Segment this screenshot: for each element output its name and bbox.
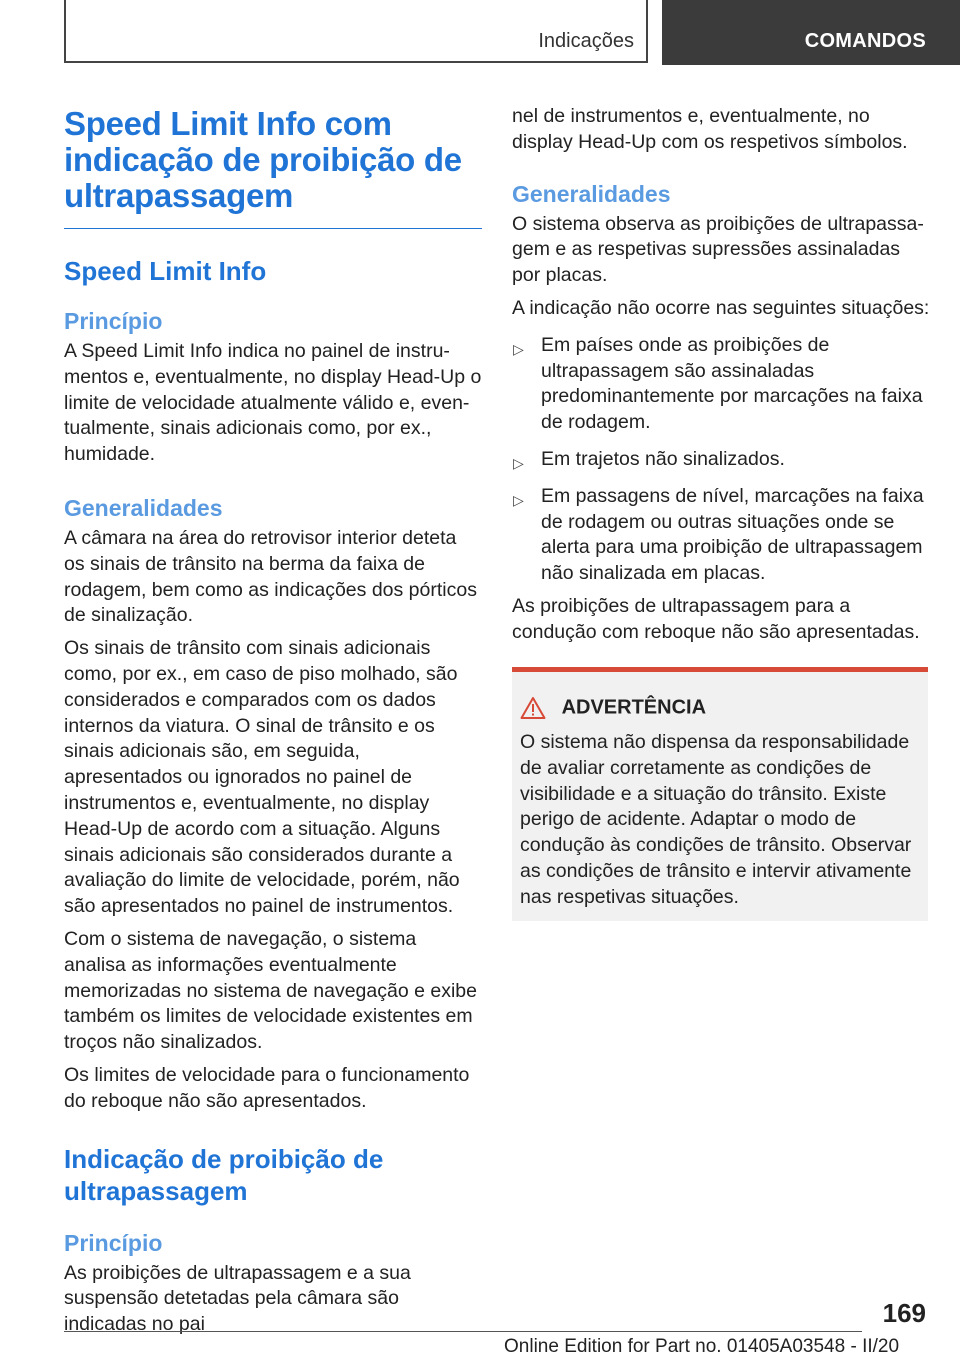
paragraph-generalidades-3: Com o sistema de navegação, o sistema analisa as informações eventualmente memorizadas no sistema de navegação e exibe também os limites de velocidade existentes em troços não sinalizados.: [64, 927, 477, 1054]
warning-label: ADVERTÊNCIA: [561, 696, 707, 719]
subheading-principio: Princípio: [64, 308, 163, 334]
list-item-text: Em países onde as proibições de ultrapassagem são assinaladas predominantemente por marcações na faixa de rodagem.: [541, 333, 923, 434]
paragraph-generalidades-c: As proibições de ultrapassagem para a condução com reboque não são apresentadas.: [512, 594, 920, 643]
page-title: Speed Limit Info com indicação de proibição de ultrapassagem: [64, 105, 462, 214]
paragraph-generalidades-2: Os sinais de trânsito com sinais adicionais como, por ex., em caso de piso molhado, são considerados e comparados com os dados internos da viatura. O sinal de trânsito e os sinais adicionais são, em seguida, apresentados ou ignorados no painel de instrumentos e, eventualmente, no display Head-Up de acordo com a situação. Alguns sinais adicionais são considerados durante a avaliação do limite de velocidade, porém, não são apresentados no painel de instrumentos.: [64, 637, 460, 918]
header-chapter-tab: [662, 0, 960, 65]
heading-speed-limit-info: Speed Limit Info: [64, 256, 267, 286]
subheading-generalidades: Generalidades: [64, 494, 223, 521]
subheading-principio-2: Princípio: [64, 1229, 163, 1256]
right-column: [512, 104, 930, 704]
paragraph-generalidades-4: Os limites de velocidade para o funcionamento do reboque não são apresentados.: [64, 1063, 470, 1112]
paragraph-principio: A Speed Limit Info indica no painel de instrumentos e, eventualmente, no display Head-Up o limite de velocidade atualmente válido e, eventualmente, sinais adicionais como, por ex., humidade.: [64, 340, 482, 466]
warning-triangle-icon: [520, 696, 546, 720]
footer-edition: Online Edition for Part no. 01405A03548 - II/20: [504, 1336, 900, 1357]
list-item: [512, 484, 930, 587]
list-item-text: Em trajetos não sinalizados.: [541, 447, 785, 470]
heading-indicacao-proibicao: Indicação de proibição de ultrapassagem: [64, 1143, 384, 1206]
list-item: [512, 333, 930, 436]
paragraph-continuation: nel de instrumentos e, eventualmente, no display Head-Up com os respetivos símbolos.: [512, 105, 908, 153]
list-item: [512, 447, 930, 473]
subheading-generalidades-2: Generalidades: [512, 180, 671, 207]
left-column: [64, 96, 482, 1338]
triangle-right-icon: ▷: [513, 454, 524, 471]
header-chapter-label: COMANDOS: [804, 30, 926, 52]
warning-box: [512, 667, 928, 921]
page-number: 169: [882, 1298, 926, 1328]
paragraph-principio-2: As proibições de ultrapassagem e a sua suspensão detetadas pela câmara são indicadas no pai: [64, 1261, 411, 1336]
list-item-text: Em passagens de nível, marcações na faixa de rodagem ou outras situações onde se alerta para uma proibição de ultrapassagem não sinalizada em placas.: [541, 484, 924, 585]
header-section-label: Indicações: [538, 30, 634, 52]
paragraph-generalidades-b: A indicação não ocorre nas seguintes situações:: [512, 296, 930, 319]
footer-divider: [64, 1331, 862, 1332]
paragraph-generalidades-a: O sistema observa as proibições de ultrapassagem e as respetivas supressões assinaladas por placas.: [512, 212, 924, 287]
warning-header: [520, 696, 706, 724]
paragraph-generalidades-1: A câmara na área do retrovisor interior deteta os sinais de trânsito na berma da faixa de rodagem, bem como as indicações dos pórticos de sinalização.: [64, 526, 477, 627]
triangle-right-icon: ▷: [513, 491, 524, 508]
situations-list: [512, 333, 930, 587]
warning-text: O sistema não dispensa da responsabilidade de avaliar corretamente as condições de visibilidade e a situação do trânsito. Existe perigo de acidente. Adaptar o modo de condução às condições de trânsito. Observar as condições de trânsito e intervir ativamente nas respetivas situações.: [520, 731, 912, 908]
header-section-tab: [64, 0, 648, 63]
triangle-right-icon: ▷: [513, 340, 524, 357]
